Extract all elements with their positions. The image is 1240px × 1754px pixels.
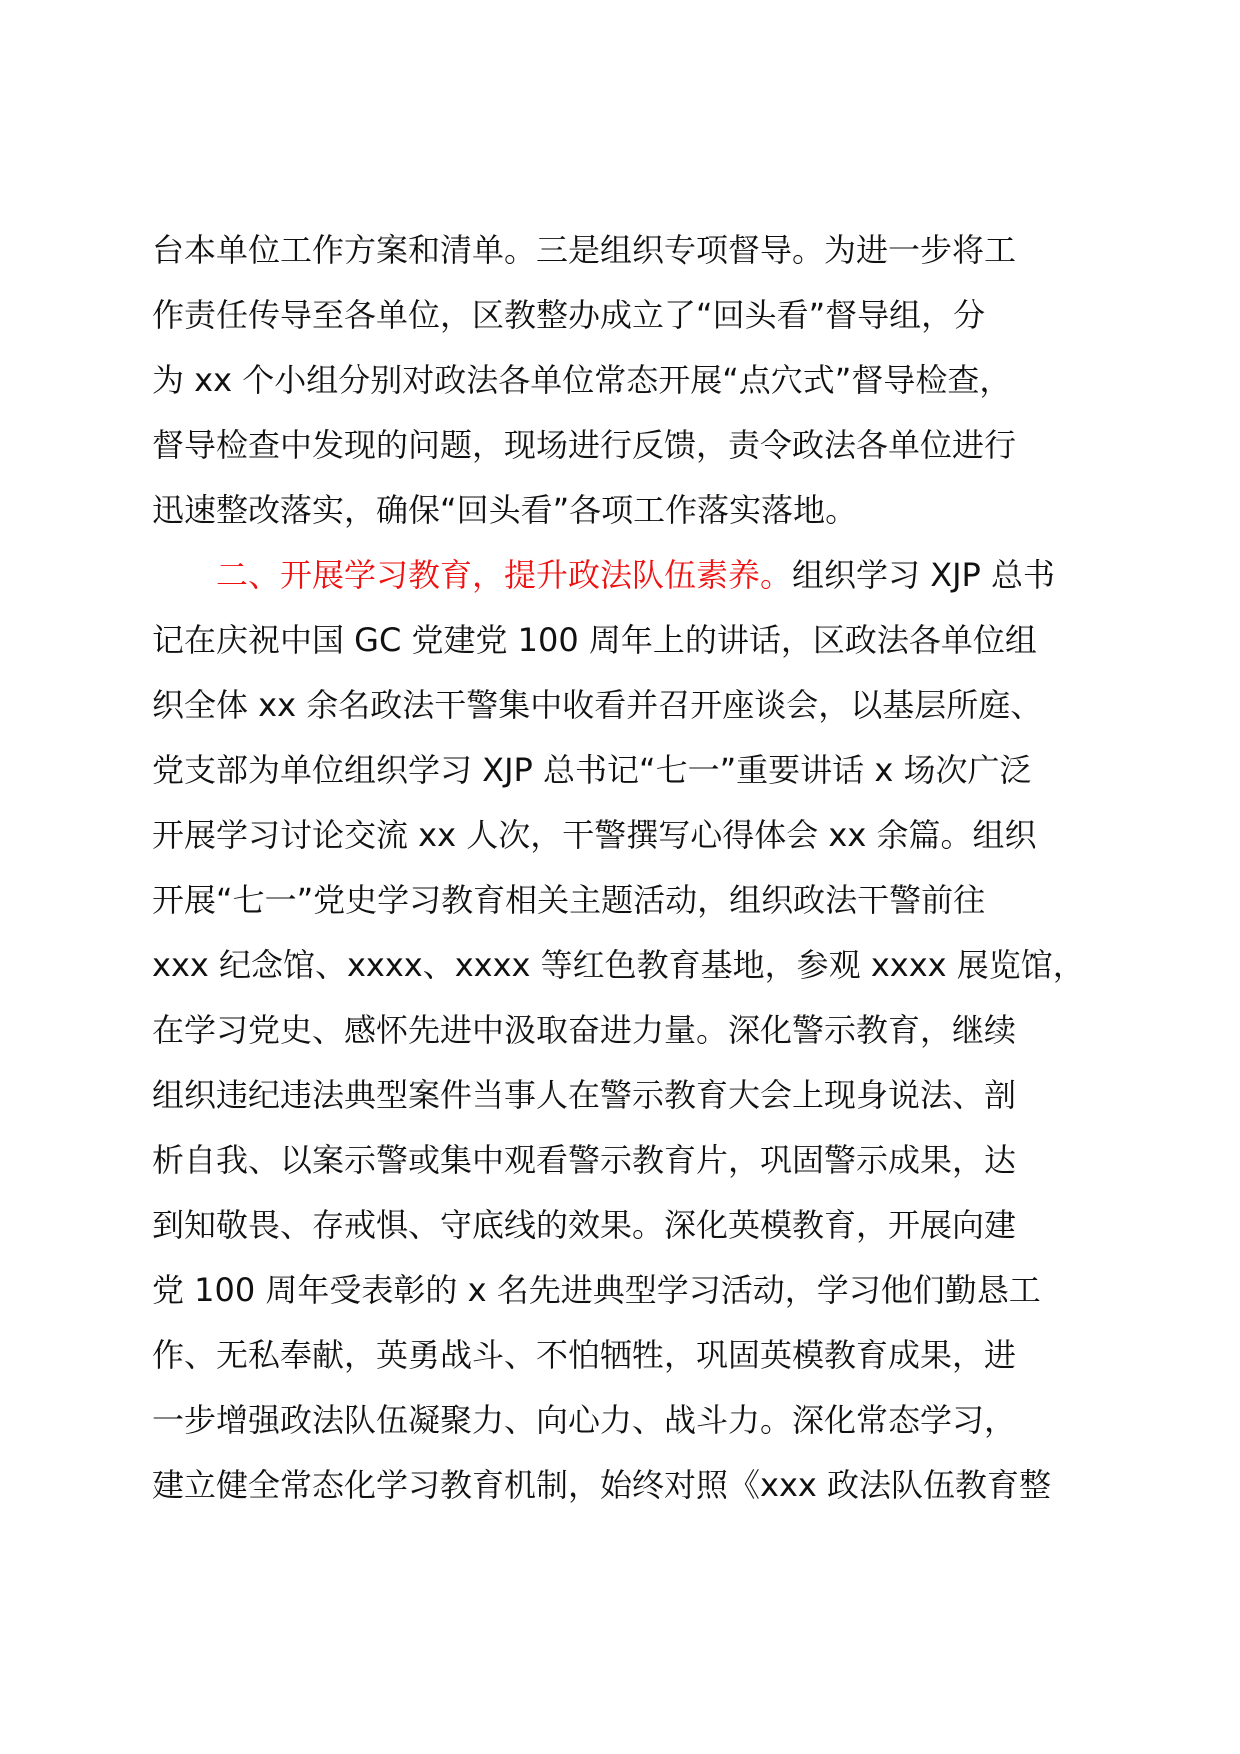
body-line: 开展学习讨论交流 xx 人次，干警撰写心得体会 xx 余篇。组织 <box>152 816 1037 854</box>
body-line: 析自我、以案示警或集中观看警示教育片，巩固警示成果，达 <box>152 1141 1017 1179</box>
body-line: 作、无私奉献，英勇战斗、不怕牺牲，巩固英模教育成果，进 <box>152 1336 1017 1374</box>
document-body <box>152 218 1092 1518</box>
body-line: 督导检查中发现的问题，现场进行反馈，责令政法各单位进行 <box>152 426 1017 464</box>
body-line: 台本单位工作方案和清单。三是组织专项督导。为进一步将工 <box>152 231 1017 269</box>
body-line: 党支部为单位组织学习 XJP 总书记“七一”重要讲话 x 场次广泛 <box>152 751 1032 789</box>
body-line: 迅速整改落实，确保“回头看”各项工作落实落地。 <box>152 491 858 529</box>
section-heading: 二、开展学习教育，提升政法队伍素养。 <box>216 556 793 594</box>
body-line: 建立健全常态化学习教育机制，始终对照《xxx 政法队伍教育整 <box>152 1466 1051 1504</box>
body-line: 到知敬畏、存戒惧、守底线的效果。深化英模教育，开展向建 <box>152 1206 1017 1244</box>
body-line: 开展“七一”党史学习教育相关主题活动，组织政法干警前往 <box>152 881 986 919</box>
body-line: 作责任传导至各单位，区教整办成立了“回头看”督导组，分 <box>152 296 986 334</box>
body-line: xxx 纪念馆、xxxx、xxxx 等红色教育基地，参观 xxxx 展览馆， <box>152 946 1085 984</box>
section-heading-line <box>152 543 1092 608</box>
body-text: 组织学习 XJP 总书 <box>792 556 1056 594</box>
body-line: 在学习党史、感怀先进中汲取奋进力量。深化警示教育，继续 <box>152 1011 1017 1049</box>
body-line: 一步增强政法队伍凝聚力、向心力、战斗力。深化常态学习， <box>152 1401 1017 1439</box>
body-line: 为 xx 个小组分别对政法各单位常态开展“点穴式”督导检查， <box>152 361 1012 399</box>
body-line: 记在庆祝中国 GC 党建党 100 周年上的讲话，区政法各单位组 <box>152 621 1037 659</box>
body-line: 织全体 xx 余名政法干警集中收看并召开座谈会，以基层所庭、 <box>152 686 1043 724</box>
body-line: 党 100 周年受表彰的 x 名先进典型学习活动，学习他们勤恳工 <box>152 1271 1041 1309</box>
body-line: 组织违纪违法典型案件当事人在警示教育大会上现身说法、剖 <box>152 1076 1017 1114</box>
